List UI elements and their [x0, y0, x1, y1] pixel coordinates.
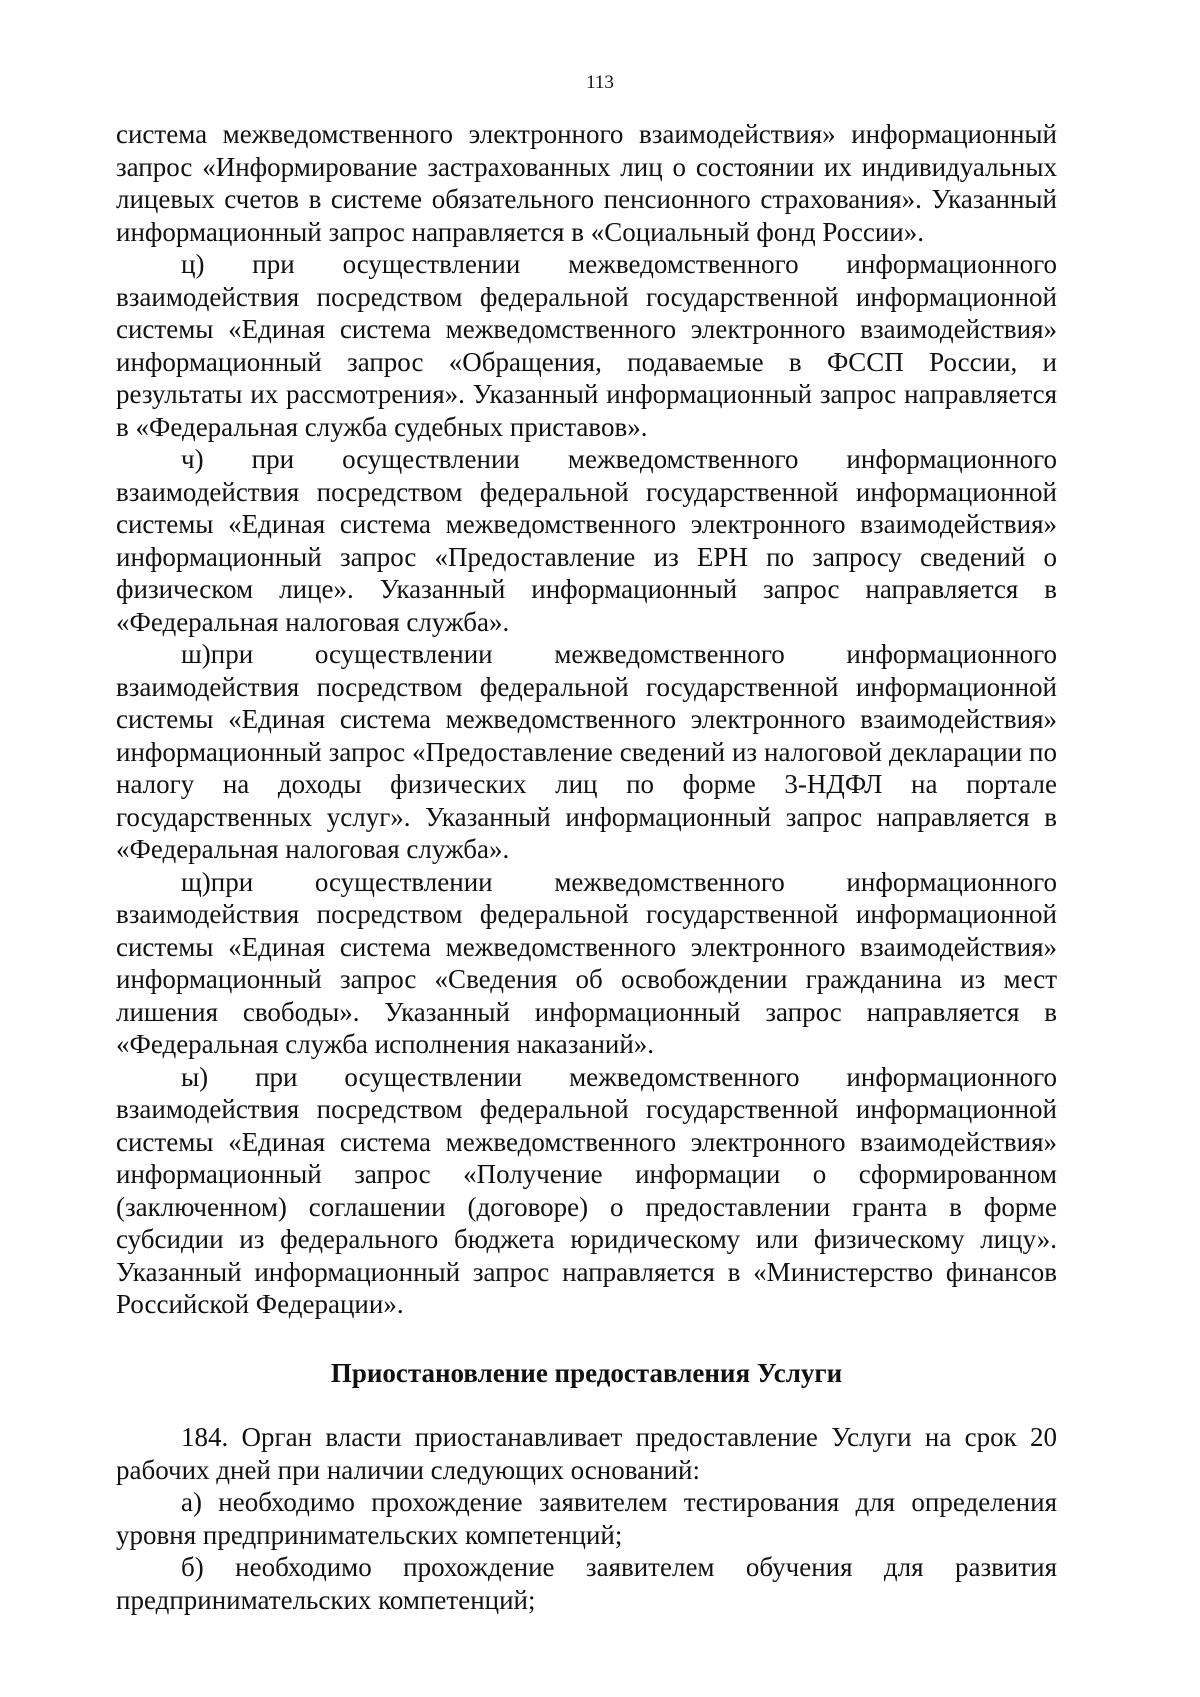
- page-number: 113: [586, 72, 614, 93]
- paragraph-subitem-a: а) необходимо прохождение заявителем тестирования для определения уровня предпринимательских компетенций;: [116, 1487, 1057, 1550]
- paragraph-subitem-b: б) необходимо прохождение заявителем обучения для развития предпринимательских компетенций;: [116, 1552, 1057, 1615]
- section-heading: Приостановление предоставления Услуги: [330, 1357, 843, 1388]
- paragraph-item-ts: ц) при осуществлении межведомственного информационного взаимодействия посредством федеральной государственной информационной системы «Единая система межведомственного электронного взаимодействия» информационный запрос «Обращения, подаваемые в ФССП России, и результаты их рассмотрения». Указанный информационный запрос направляется в «Федеральная служба судебных приставов».: [116, 249, 1057, 442]
- paragraph-item-shch: щ)при осуществлении межведомственного информационного взаимодействия посредством федеральной государственной информационной системы «Единая система межведомственного электронного взаимодействия» информационный запрос «Сведения об освобождении гражданина из мест лишения свободы». Указанный информационный запрос направляется в «Федеральная служба исполнения наказаний».: [116, 866, 1057, 1059]
- paragraph-item-sh: ш)при осуществлении межведомственного информационного взаимодействия посредством федеральной государственной информационной системы «Единая система межведомственного электронного взаимодействия» информационный запрос «Предоставление сведений из налоговой декларации по налогу на доходы физических лиц по форме 3-НДФЛ на портале государственных услуг». Указанный информационный запрос направляется в «Федеральная налоговая служба».: [116, 639, 1057, 864]
- document-body: [116, 118, 1057, 1616]
- paragraph-item-ch: ч) при осуществлении межведомственного информационного взаимодействия посредством федеральной государственной информационной системы «Единая система межведомственного электронного взаимодействия» информационный запрос «Предоставление из ЕРН по запросу сведений о физическом лице». Указанный информационный запрос направляется в «Федеральная налоговая служба».: [116, 444, 1057, 637]
- paragraph-item-y: ы) при осуществлении межведомственного информационного взаимодействия посредством федеральной государственной информационной системы «Единая система межведомственного электронного взаимодействия» информационный запрос «Получение информации о сформированном (заключенном) соглашении (договоре) о предоставлении гранта в форме субсидии из федерального бюджета юридическому или физическому лицу». Указанный информационный запрос направляется в «Министерство финансов Российской Федерации».: [116, 1061, 1057, 1319]
- paragraph-continuation: система межведомственного электронного взаимодействия» информационный запрос «Информирование застрахованных лиц о состоянии их индивидуальных лицевых счетов в системе обязательного пенсионного страхования». Указанный информационный запрос направляется в «Социальный фонд России».: [116, 119, 1057, 247]
- paragraph-clause-184: 184. Орган власти приостанавливает предоставление Услуги на срок 20 рабочих дней при наличии следующих оснований:: [116, 1422, 1057, 1485]
